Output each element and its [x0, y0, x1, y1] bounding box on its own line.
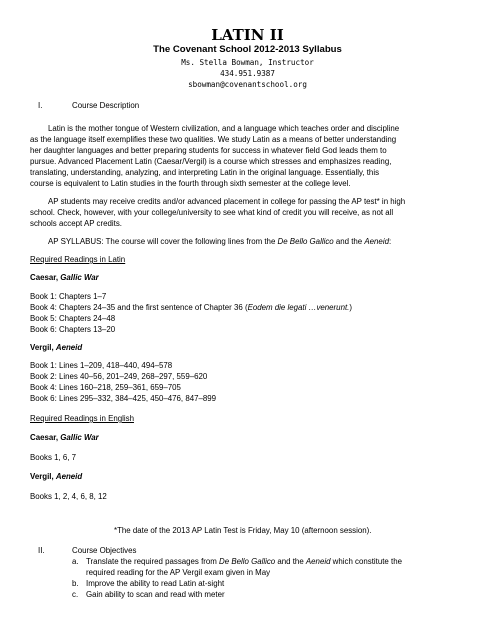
- section-number: I.: [38, 101, 43, 110]
- instructor-email: sbowman@covenantschool.org: [188, 80, 307, 89]
- objective-letter: b.: [72, 579, 79, 588]
- section-number: II.: [38, 546, 45, 555]
- caesar-heading: Caesar, Gallic War: [30, 273, 99, 282]
- description-line: translating, understanding, analyzing, and interpreting Latin in the original language. Essentially, this: [30, 168, 380, 177]
- instructor-phone: 434.951.9387: [220, 69, 275, 78]
- description-line: course is equivalent to Latin studies in the fourth through sixth semester at the college level.: [30, 179, 351, 188]
- description-line: Latin is the mother tongue of Western civilization, and a language which teaches order and discipline: [48, 124, 400, 133]
- objective-item-continued: required reading for the AP Vergil exam given in May: [86, 568, 271, 577]
- page-subtitle: The Covenant School 2012-2013 Syllabus: [153, 44, 342, 55]
- vergil-book: Book 4: Lines 160–218, 259–361, 659–705: [30, 383, 181, 392]
- objective-item: Gain ability to scan and read with meter: [86, 590, 225, 599]
- english-readings-heading: Required Readings in English: [30, 414, 134, 423]
- caesar-book: Book 6: Chapters 13–20: [30, 325, 116, 334]
- vergil-heading: Vergil, Aeneid: [30, 343, 83, 352]
- caesar-book: Book 1: Chapters 1–7: [30, 292, 107, 301]
- caesar-book: Book 5: Chapters 24–48: [30, 314, 116, 323]
- ap-syllabus-line: AP SYLLABUS: The course will cover the following lines from the De Bello Gallico and the Aeneid:: [48, 237, 392, 246]
- page-title: LATIN II: [211, 26, 284, 44]
- vergil-english-heading: Vergil, Aeneid: [30, 472, 83, 481]
- section-heading: Course Objectives: [72, 546, 137, 555]
- ap-credit-line: schools accept AP credits.: [30, 219, 122, 228]
- objective-letter: c.: [72, 590, 79, 599]
- vergil-book: Book 1: Lines 1–209, 418–440, 494–578: [30, 361, 173, 370]
- description-line: her daughter languages and better preparing students for success in whatever field God leads them to: [30, 146, 387, 155]
- objective-item: Translate the required passages from De Bello Gallico and the Aeneid which constitute the: [86, 557, 402, 566]
- vergil-book: Book 6: Lines 295–332, 384–425, 450–476, 847–899: [30, 394, 217, 403]
- caesar-book: Book 4: Chapters 24–35 and the first sentence of Chapter 36 (Eodem die legati …venerunt.): [30, 303, 352, 312]
- caesar-english-books: Books 1, 6, 7: [30, 453, 77, 462]
- description-line: pursue. Advanced Placement Latin (Caesar/Vergil) is a course which stresses and emphasizes reading,: [30, 157, 392, 166]
- caesar-english-heading: Caesar, Gallic War: [30, 433, 99, 442]
- latin-readings-heading: Required Readings in Latin: [30, 255, 126, 264]
- ap-credit-line: AP students may receive credits and/or advanced placement in college for passing the AP test* in high: [48, 197, 406, 206]
- description-line: as the language itself exemplifies these two qualities. We study Latin as a means of better understanding: [30, 135, 397, 144]
- section-heading: Course Description: [72, 101, 140, 110]
- ap-test-date-note: *The date of the 2013 AP Latin Test is Friday, May 10 (afternoon session).: [114, 526, 372, 535]
- vergil-english-books: Books 1, 2, 4, 6, 8, 12: [30, 492, 107, 501]
- vergil-book: Book 2: Lines 40–56, 201–249, 268–297, 559–620: [30, 372, 208, 381]
- objective-item: Improve the ability to read Latin at-sight: [86, 579, 225, 588]
- instructor-name: Ms. Stella Bowman, Instructor: [181, 58, 314, 67]
- ap-credit-line: school. Check, however, with your college/university to see what kind of credit you will receive, as not all: [30, 208, 394, 217]
- objective-letter: a.: [72, 557, 79, 566]
